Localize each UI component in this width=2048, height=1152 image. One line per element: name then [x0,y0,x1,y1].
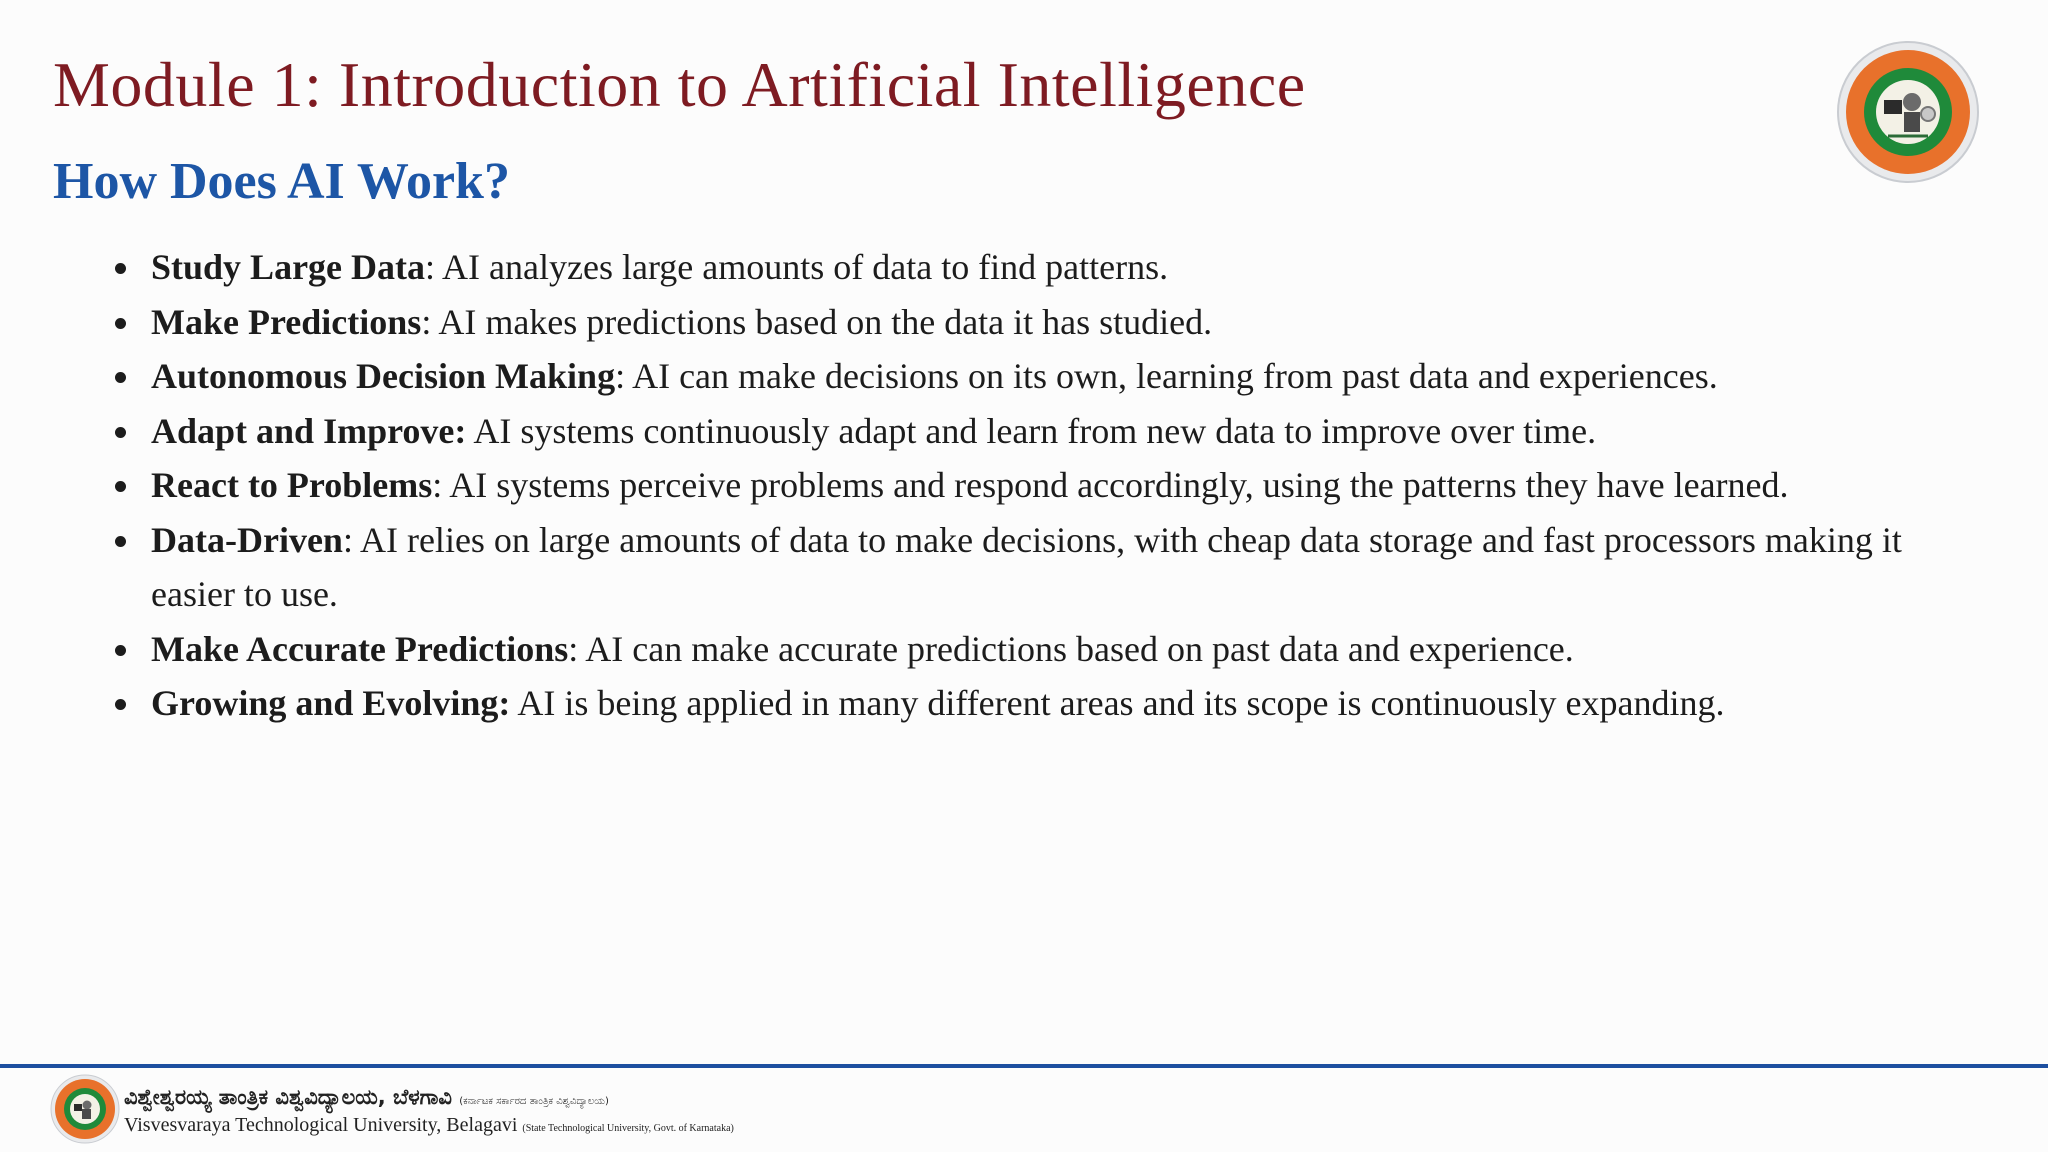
bullet-term: React to Problems [151,465,433,505]
bullet-dot [115,699,126,710]
bullet-term: Study Large Data [151,247,426,287]
bullet-dot [115,481,126,492]
footer-kannada-name: ವಿಶ್ವೇಶ್ವರಯ್ಯ ತಾಂತ್ರಿಕ ವಿಶ್ವವಿದ್ಯಾಲಯ, ಬೆಳಗಾವಿ [124,1085,452,1109]
bullet-term: Make Accurate Predictions [151,628,569,669]
slide-subtitle: How Does AI Work? [53,153,510,210]
bullet-dot [115,263,126,274]
bullet-separator: : [342,519,353,560]
slide-title: Module 1: Introduction to Artificial Intelligence [53,49,1306,120]
footer-english-note: (State Technological University, Govt. of Karnataka) [522,1123,734,1134]
bullet-text: AI relies on large amounts of data to make decisions, with cheap data storage and fast processors making it easier to use. [151,519,1902,614]
vtu-emblem-icon [50,1074,120,1144]
bullet-term: Growing and Evolving: [151,683,511,723]
bullet-dot [115,372,126,383]
bullet-dot [115,645,126,656]
vtu-emblem-icon [1836,40,1980,184]
list-item [115,240,1955,295]
list-item [115,295,1955,350]
bullet-dot [115,427,126,438]
list-item [115,404,1955,459]
list-item [115,622,1955,677]
bullet-text: AI can make decisions on its own, learning from past data and experiences. [625,356,1718,396]
bullet-dot [115,536,126,547]
list-item [115,349,1955,404]
footer-kannada-line [124,1082,734,1112]
bullet-separator: : [432,465,443,505]
bullet-text: AI analyzes large amounts of data to find patterns. [435,247,1169,287]
bullet-term: Data-Driven [151,519,343,560]
bullet-term: Make Predictions [151,301,422,342]
bullet-text: AI makes predictions based on the data it has studied. [431,301,1213,342]
bullet-list [115,240,1955,731]
bullet-separator: : [425,247,436,287]
bullet-text: AI systems continuously adapt and learn from new data to improve over time. [466,410,1597,451]
footer-kannada-note: (ಕರ್ನಾಟಕ ಸರ್ಕಾರದ ತಾಂತ್ರಿಕ ವಿಶ್ವವಿದ್ಯಾಲಯ) [459,1096,609,1107]
bullet-text: AI systems perceive problems and respond accordingly, using the patterns they have learned. [442,465,1789,505]
bullet-separator: : [615,356,626,396]
footer-english-line [124,1112,734,1142]
footer-university [124,1082,734,1142]
list-item [115,513,1955,622]
list-item [115,676,1955,731]
footer-english-name: Visvesvaraya Technological University, Belagavi [124,1114,518,1136]
bullet-separator: : [568,628,579,669]
bullet-term: Autonomous Decision Making [151,356,616,396]
bullet-dot [115,318,126,329]
bullet-term: Adapt and Improve: [151,410,467,451]
list-item [115,458,1955,513]
bullet-text: AI can make accurate predictions based on past data and experience. [578,628,1574,669]
bullet-text: AI is being applied in many different areas and its scope is continuously expanding. [510,683,1725,723]
footer-divider [0,1064,2048,1068]
bullet-separator: : [421,301,432,342]
